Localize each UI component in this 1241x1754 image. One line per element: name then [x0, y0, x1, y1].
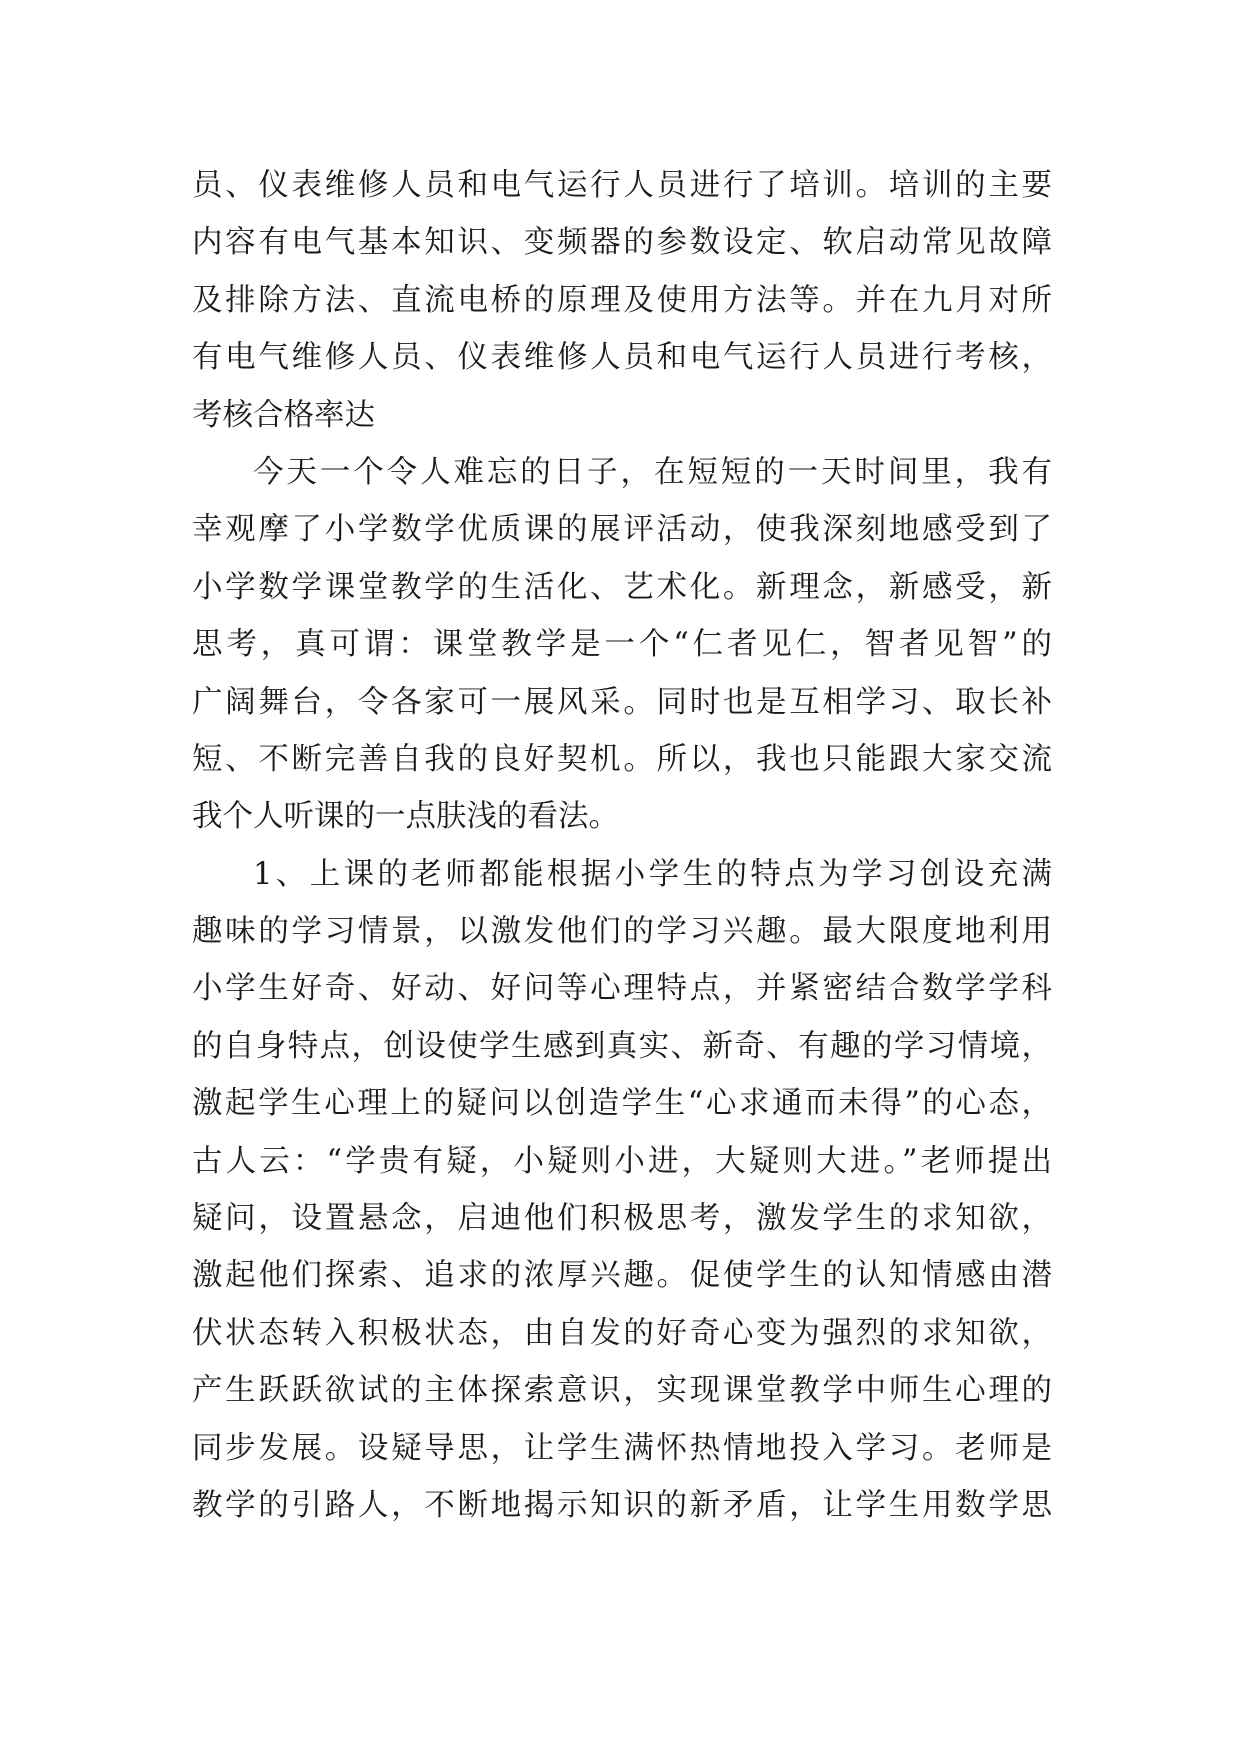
paragraph-1 — [192, 157, 1052, 444]
text-line: 古人云：“学贵有疑，小疑则小进，大疑则大进。”老师提出 — [192, 1143, 1052, 1179]
body-text — [192, 157, 1052, 1534]
text-line: 幸观摩了小学数学优质课的展评活动，使我深刻地感受到了 — [192, 512, 1052, 548]
text-line: 有电气维修人员、仪表维修人员和电气运行人员进行考核， — [192, 340, 1052, 376]
text-line: 激起他们探索、追求的浓厚兴趣。促使学生的认知情感由潜 — [192, 1258, 1052, 1294]
text-line: 1、上课的老师都能根据小学生的特点为学习创设充满 — [253, 856, 1052, 892]
text-line: 小学数学课堂教学的生活化、艺术化。新理念，新感受，新 — [192, 569, 1052, 605]
text-line: 激起学生心理上的疑问以创造学生“心求通而未得”的心态， — [192, 1086, 1052, 1122]
text-line: 疑问，设置悬念，启迪他们积极思考，激发学生的求知欲， — [192, 1201, 1052, 1237]
text-line: 广阔舞台，令各家可一展风采。同时也是互相学习、取长补 — [192, 684, 1052, 720]
text-line: 员、仪表维修人员和电气运行人员进行了培训。培训的主要 — [192, 168, 1052, 203]
text-line: 的自身特点，创设使学生感到真实、新奇、有趣的学习情境， — [192, 1028, 1052, 1064]
text-line: 同步发展。设疑导思，让学生满怀热情地投入学习。老师是 — [192, 1430, 1052, 1466]
text-line: 产生跃跃欲试的主体探索意识，实现课堂教学中师生心理的 — [192, 1373, 1052, 1409]
text-line: 小学生好奇、好动、好问等心理特点，并紧密结合数学学科 — [192, 971, 1052, 1007]
text-line: 伏状态转入积极状态，由自发的好奇心变为强烈的求知欲， — [192, 1315, 1052, 1351]
text-line: 短、不断完善自我的良好契机。所以，我也只能跟大家交流 — [192, 741, 1052, 777]
text-line: 思考，真可谓：课堂教学是一个“仁者见仁，智者见智”的 — [192, 627, 1052, 663]
paragraph-2 — [192, 444, 1052, 846]
text-line: 我个人听课的一点肤浅的看法。 — [192, 799, 619, 835]
text-line: 及排除方法、直流电桥的原理及使用方法等。并在九月对所 — [192, 282, 1052, 318]
text-line: 今天一个令人难忘的日子，在短短的一天时间里，我有 — [253, 454, 1052, 490]
paragraph-3 — [192, 846, 1052, 1535]
text-line: 趣味的学习情景，以激发他们的学习兴趣。最大限度地利用 — [192, 914, 1052, 950]
text-line: 考核合格率达 — [192, 397, 375, 433]
text-line: 教学的引路人，不断地揭示知识的新矛盾，让学生用数学思 — [192, 1487, 1052, 1523]
text-line: 内容有电气基本知识、变频器的参数设定、软启动常见故障 — [192, 225, 1052, 261]
